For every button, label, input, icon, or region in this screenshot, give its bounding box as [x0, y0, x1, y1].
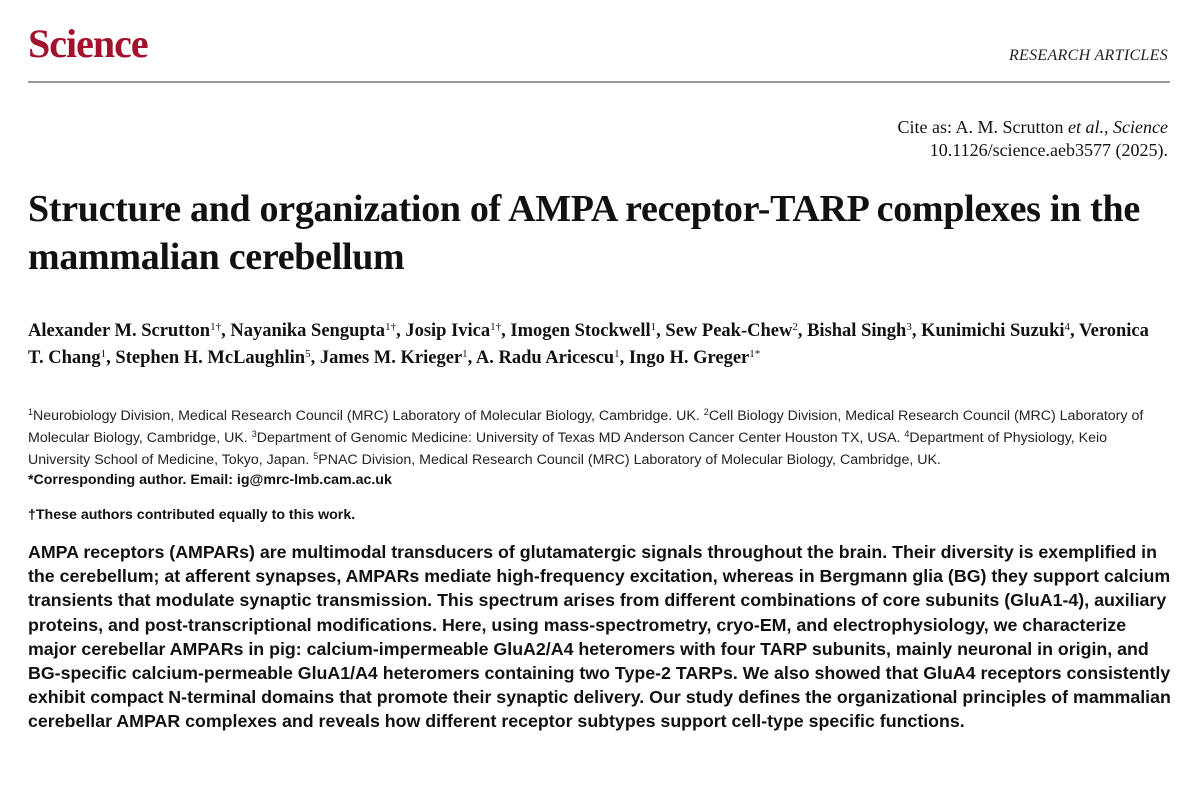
author-list: Alexander M. Scrutton$^{1\dagger}$, Nayanika Sengupta$^{1\dagger}$, Josip Ivica$^{1\dagger}$, Imogen Stockwell$^1$, Sew Peak-Chew$^2$, Bishal Singh$^3$, Kunimichi Suzuki$^4$, Veronica T. Chang$^1$, Stephen H. McLaughlin$^5$, James M. Krieger$^1$, A. Radu Aricescu$^1$, Ingo H. Greger$^{1*}$ [28, 321, 1149, 368]
author-name: Alexander M. Scrutton [28, 321, 211, 341]
author-affiliation-marker: 5 [305, 347, 311, 360]
citation [898, 116, 1168, 162]
author-name: Josip Ivica [405, 321, 491, 341]
author-affiliation-marker: 4 [1064, 321, 1071, 333]
author [807, 321, 912, 341]
author-affiliation-marker: 1* [749, 347, 761, 360]
affiliation [28, 408, 700, 424]
affiliation-text: Department of Genomic Medicine: University of Texas MD Anderson Cancer Center Houston TX, USA. [256, 430, 901, 446]
affiliation [252, 430, 901, 446]
abstract: AMPA receptors (AMPARs) are multimodal transducers of glutamatergic signals throughout the brain. Their diversity is exemplified in the cerebellum; at afferent synapses, AMPARs mediate high-frequency excitation, whereas in Bergmann glia (BG) they support calcium transients that modulate synaptic transmission. This spectrum arises from different combinations of core subunits (GluA1-4), auxiliary proteins, and post-transcriptional modifications. Here, using mass-spectrometry, cryo-EM, and electrophysiology, we characterize major cerebellar AMPARs in pig: calcium-impermeable GluA2/A4 heteromers with four TARP subunits, mainly neuronal in origin, and BG-specific calcium-permeable GluA1/A4 heteromers containing two Type-2 TARPs. We also showed that GluA4 receptors consistently exhibit compact N-terminal domains that promote their synaptic delivery. Our study defines the organizational principles of mammalian cerebellar AMPAR complexes and reveals how different receptor subtypes support cell-type specific functions. [28, 542, 1171, 732]
author-affiliation-marker: 1 [650, 321, 657, 333]
author-affiliation-marker: 1 [100, 347, 107, 360]
citation-journal: Science [1113, 117, 1168, 137]
author [629, 348, 760, 368]
author-name: James M. Krieger [319, 347, 463, 368]
affiliation-number: 4 [904, 429, 910, 439]
journal-logo: Science [28, 21, 148, 66]
author [665, 321, 797, 341]
affiliation-number: 5 [313, 451, 319, 461]
author [921, 321, 1070, 341]
author-affiliation-marker: 2 [792, 321, 798, 333]
affiliation-number: 3 [251, 429, 257, 439]
header-divider [28, 81, 1170, 83]
citation-comma: , [1104, 117, 1114, 137]
author-affiliation-marker: 1† [210, 321, 222, 333]
affiliation [313, 452, 941, 468]
author-name: Stephen H. McLaughlin [115, 347, 306, 368]
author-name: Imogen Stockwell [510, 321, 651, 341]
citation-doi: 10.1126/science.aeb3577 (2025). [929, 140, 1168, 160]
author-name: Bishal Singh [807, 321, 907, 341]
article-title: Structure and organization of AMPA receptor-TARP complexes in the mammalian cerebellum [28, 188, 1140, 278]
author-name: Kunimichi Suzuki [921, 321, 1065, 341]
section-label: RESEARCH ARTICLES [1008, 47, 1168, 64]
author [476, 348, 620, 368]
author [28, 321, 221, 341]
affiliation-text: PNAC Division, Medical Research Council (MRC) Laboratory of Molecular Biology, Cambridge, UK. [318, 452, 941, 468]
corresponding-author: *Corresponding author. Email: ig@mrc-lmb.cam.ac.uk [28, 472, 392, 488]
affiliation-text: Department of Physiology, Keio University School of Medicine, Tokyo, Japan. [28, 430, 1108, 468]
author-affiliation-marker: 3 [906, 321, 912, 333]
author [510, 321, 656, 341]
author [115, 348, 310, 368]
author-affiliation-marker: 1 [462, 347, 468, 360]
author-name: Veronica T. Chang [28, 321, 1149, 368]
affiliation-text: Neurobiology Division, Medical Research Council (MRC) Laboratory of Molecular Biology, Cambridge. UK. [33, 408, 700, 424]
author-affiliation-marker: 1 [614, 347, 620, 360]
author-name: Nayanika Sengupta [230, 321, 386, 341]
author [230, 321, 396, 341]
author-affiliation-marker: 1† [490, 321, 502, 333]
author [405, 321, 501, 341]
affiliation-text: Cell Biology Division, Medical Research Council (MRC) Laboratory of Molecular Biology, Cambridge, UK. [28, 408, 1144, 446]
citation-prefix: Cite as: A. M. Scrutton [897, 117, 1069, 137]
citation-line-1 [898, 116, 1168, 139]
author-affiliation-marker: 1† [385, 321, 397, 333]
equal-contribution-note: †These authors contributed equally to this work. [28, 507, 356, 523]
citation-etal: et al. [1068, 117, 1105, 137]
author-name: Sew Peak-Chew [665, 321, 793, 341]
affiliation-list [28, 405, 1168, 471]
affiliation-number: 1 [28, 407, 34, 417]
author-name: A. Radu Aricescu [475, 347, 615, 368]
author-name: Ingo H. Greger [628, 347, 750, 368]
author [320, 348, 468, 368]
affiliation-number: 2 [703, 407, 709, 417]
